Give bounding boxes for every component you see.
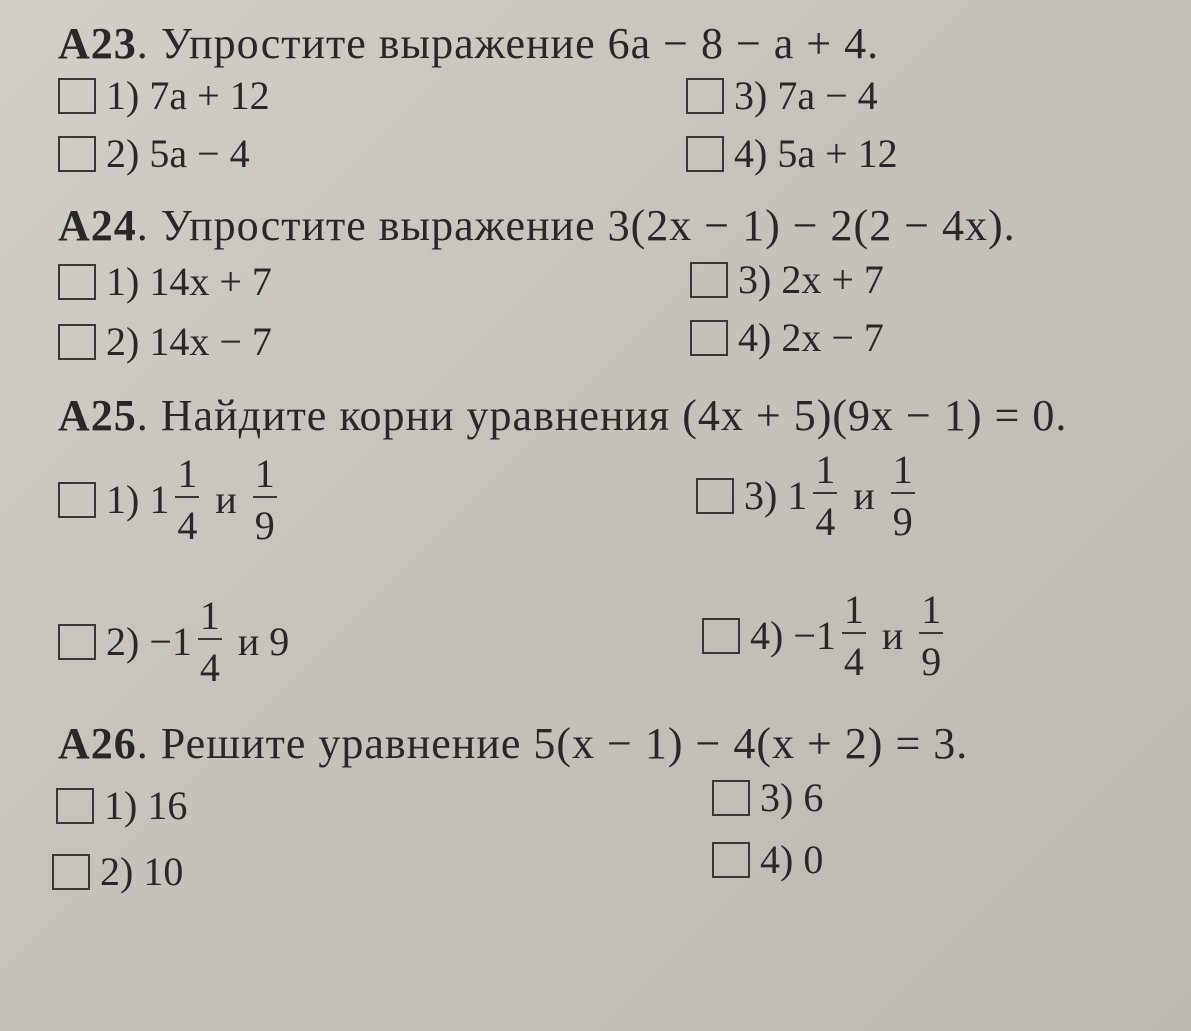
task-a25-option-2[interactable] bbox=[58, 593, 299, 690]
option-and: и bbox=[881, 613, 904, 658]
task-a24-option-4[interactable] bbox=[690, 315, 884, 360]
task-a25-option-3[interactable] bbox=[696, 447, 921, 544]
checkbox[interactable] bbox=[56, 788, 94, 824]
checkbox[interactable] bbox=[712, 780, 750, 816]
task-a25-number: A25 bbox=[58, 391, 137, 440]
task-a24-text: . Упростите выражение 3(2x − 1) − 2(2 − 4x). bbox=[136, 201, 1016, 250]
option-label: 2) 14x − 7 bbox=[106, 319, 272, 364]
task-a26-text: . Решите уравнение 5(x − 1) − 4(x + 2) = 3. bbox=[136, 719, 969, 768]
checkbox[interactable] bbox=[58, 324, 96, 360]
option-prefix: 1) 1 bbox=[106, 477, 170, 522]
fraction-numerator: 1 bbox=[815, 447, 836, 492]
task-a23-title bbox=[58, 19, 880, 68]
checkbox[interactable] bbox=[58, 482, 96, 518]
fraction-numerator: 1 bbox=[843, 587, 864, 632]
task-a25-text: . Найдите корни уравнения (4x + 5)(9x − 1) = 0. bbox=[136, 391, 1068, 440]
fraction-denominator: 9 bbox=[892, 499, 913, 544]
checkbox[interactable] bbox=[696, 478, 734, 514]
fraction-1 bbox=[842, 587, 866, 684]
option-and: и bbox=[215, 477, 237, 522]
checkbox[interactable] bbox=[686, 78, 724, 114]
fraction-denominator: 4 bbox=[843, 639, 864, 684]
checkbox[interactable] bbox=[58, 624, 96, 660]
fraction-numerator: 1 bbox=[892, 447, 913, 492]
task-a24-number: A24 bbox=[58, 201, 137, 250]
option-label: 4) 0 bbox=[760, 837, 824, 882]
fraction-numerator: 1 bbox=[199, 593, 220, 638]
checkbox[interactable] bbox=[52, 854, 90, 890]
task-a24-title bbox=[58, 201, 1016, 250]
task-a26-number: A26 bbox=[58, 719, 137, 768]
option-label: 2) 5a − 4 bbox=[106, 131, 250, 176]
task-a25-title bbox=[58, 391, 1068, 440]
fraction-denominator: 4 bbox=[815, 499, 836, 544]
option-label: 2) 10 bbox=[100, 849, 184, 894]
option-label: 1) 14x + 7 bbox=[106, 259, 272, 304]
option-label: 3) 7a − 4 bbox=[734, 73, 878, 118]
fraction-1 bbox=[813, 447, 837, 544]
checkbox[interactable] bbox=[58, 78, 96, 114]
fraction-numerator: 1 bbox=[921, 587, 942, 632]
fraction-denominator: 9 bbox=[254, 503, 275, 548]
fraction-denominator: 4 bbox=[177, 503, 198, 548]
option-label: 4) 2x − 7 bbox=[738, 315, 884, 360]
task-a26-title bbox=[58, 719, 969, 768]
task-a24-option-1[interactable] bbox=[58, 259, 272, 304]
task-a23-option-3[interactable] bbox=[686, 73, 878, 118]
task-a26-option-4[interactable] bbox=[712, 837, 824, 882]
option-label: 1) 16 bbox=[104, 783, 188, 828]
option-prefix: 4) −1 bbox=[750, 613, 836, 658]
task-a24-option-3[interactable] bbox=[690, 257, 884, 302]
fraction-2 bbox=[919, 587, 943, 684]
task-a23-option-2[interactable] bbox=[58, 131, 250, 176]
fraction-1 bbox=[198, 593, 222, 690]
option-label: 3) 6 bbox=[760, 775, 824, 820]
option-and: и bbox=[853, 473, 875, 518]
checkbox[interactable] bbox=[686, 136, 724, 172]
task-a25-option-1[interactable] bbox=[58, 451, 283, 548]
option-label: 4) 5a + 12 bbox=[734, 131, 898, 176]
task-a24-option-2[interactable] bbox=[58, 319, 272, 364]
option-prefix: 3) 1 bbox=[744, 473, 808, 518]
fraction-2 bbox=[253, 451, 277, 548]
checkbox[interactable] bbox=[712, 842, 750, 878]
task-a23-option-1[interactable] bbox=[58, 73, 270, 118]
task-a26-option-1[interactable] bbox=[56, 783, 188, 828]
option-and: и 9 bbox=[237, 619, 290, 664]
task-a23-number: A23 bbox=[58, 19, 137, 68]
fraction-numerator: 1 bbox=[254, 451, 275, 496]
fraction-numerator: 1 bbox=[177, 451, 198, 496]
task-a23-text: . Упростите выражение 6a − 8 − a + 4. bbox=[136, 19, 880, 68]
fraction-2 bbox=[891, 447, 915, 544]
checkbox[interactable] bbox=[58, 136, 96, 172]
option-prefix: 2) −1 bbox=[106, 619, 192, 664]
fraction-denominator: 9 bbox=[921, 639, 942, 684]
checkbox[interactable] bbox=[58, 264, 96, 300]
task-a26-option-3[interactable] bbox=[712, 775, 824, 820]
checkbox[interactable] bbox=[690, 320, 728, 356]
fraction-denominator: 4 bbox=[199, 645, 220, 690]
option-label: 3) 2x + 7 bbox=[738, 257, 884, 302]
task-a25-option-4[interactable] bbox=[702, 587, 949, 684]
task-a23-option-4[interactable] bbox=[686, 131, 898, 176]
fraction-1 bbox=[175, 451, 199, 548]
checkbox[interactable] bbox=[702, 618, 740, 654]
option-label: 1) 7a + 12 bbox=[106, 73, 270, 118]
checkbox[interactable] bbox=[690, 262, 728, 298]
task-a26-option-2[interactable] bbox=[52, 849, 184, 894]
